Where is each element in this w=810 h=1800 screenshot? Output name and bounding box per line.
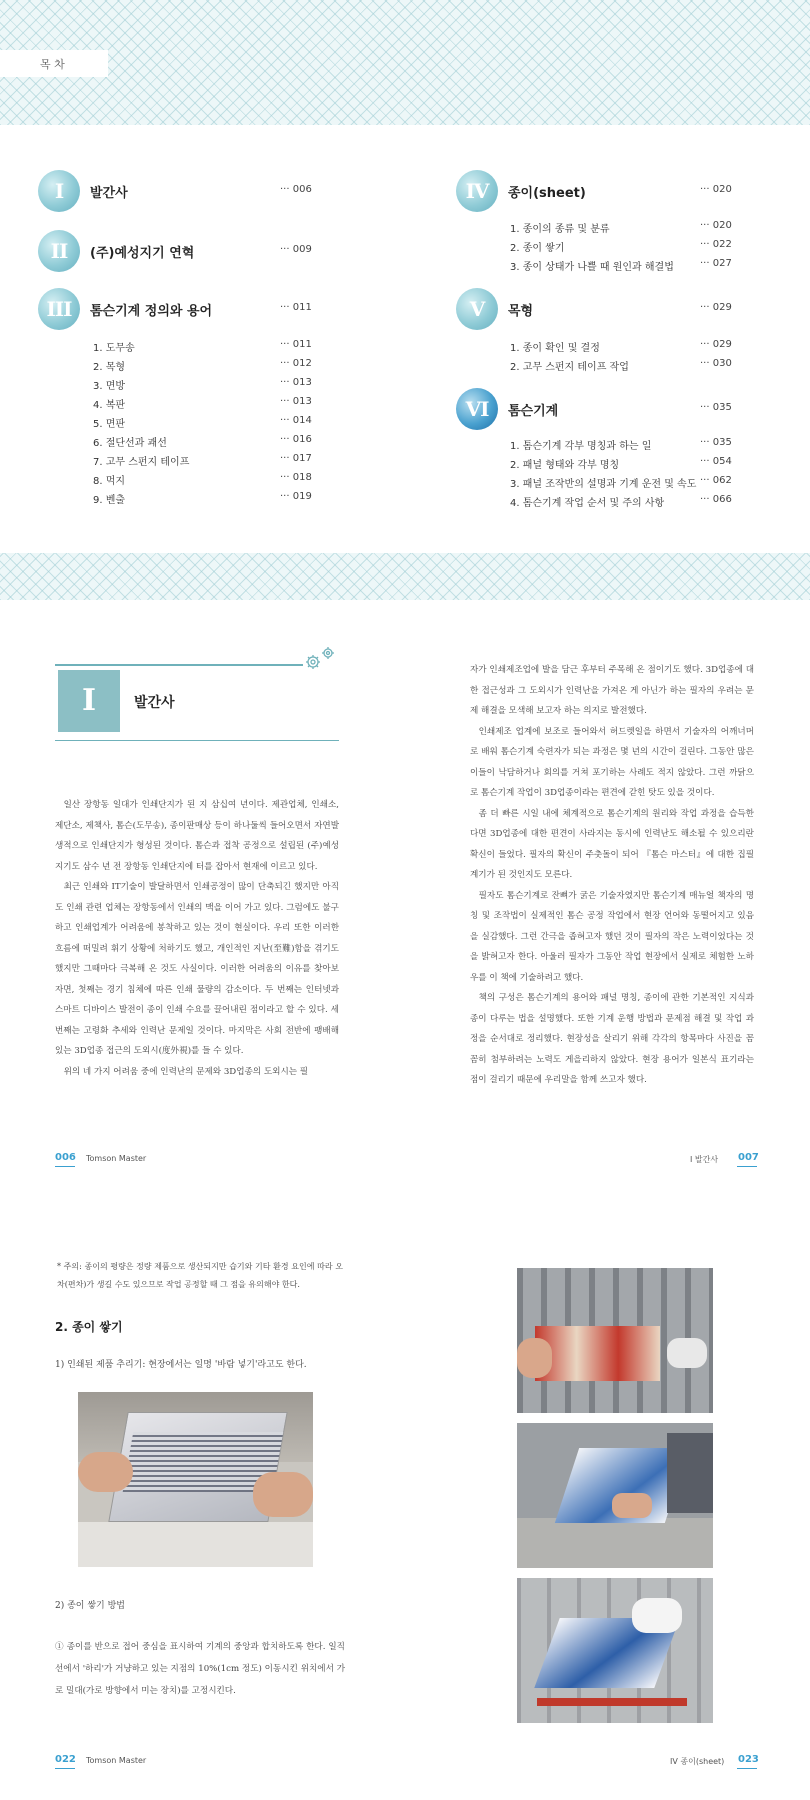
item-2: 2) 종이 쌓기 방법 [55, 1601, 125, 1611]
toc-subitem-page: ··· 030 [700, 358, 732, 369]
toc-section-title: 발간사 [90, 186, 128, 201]
left-body-text [55, 795, 339, 1082]
toc-page-number: ··· 009 [280, 244, 312, 255]
paragraph: 일산 장항동 일대가 인쇄단지가 된 지 삼십여 년이다. 제관업체, 인쇄소, 제단소, 제책사, 톰슨(도무송), 종이판매상 등이 하나둘씩 들어오면서 자연발생적으로 인쇄단지가 형성된 것이다. 톰슨과 접착 공정으로 설립된 (주)예성지기도 삼수 년 전 장항동 인쇄단지에 터를 잡아서 현재에 이르고 있다. [55, 800, 339, 872]
toc-subitem[interactable]: 1. 종이 확인 및 결정 [510, 343, 600, 354]
toc-subitem-page: ··· 018 [280, 472, 312, 483]
paragraph: 위의 네 가지 어려움 중에 인력난의 문제와 3D업종의 도외시는 필 [63, 1066, 309, 1077]
toc-subitem[interactable]: 7. 고무 스펀지 테이프 [93, 457, 190, 468]
toc-header-pattern [0, 0, 810, 125]
chapter-title: 발간사 [134, 695, 175, 711]
paragraph: 최근 인쇄와 IT기술이 발달하면서 인쇄공정이 많이 단축되긴 했지만 아직도 인쇄 관련 업체는 장항동에서 인쇄의 맥을 이어 가고 있다. 그럼에도 불구하고 인쇄업계가 어려움에 봉착하고 있는 것이 현실이다. 우리 또한 이러한 흐름에 떠밀려 휘기 상황에 처하기도 했고, 개인적인 지난(至難)함을 겪기도 했지만 그때마다 극복해 온 것도 사실이다. 이러한 어려움의 이유를 찾아보자면, 첫째는 경기 침체에 따른 인쇄 물량의 감소이다. 두 번째는 인터넷과 스마트 디바이스 발전이 종이 인쇄 수요를 끌어내린 점이라고 할 수 있다. 세 번째는 고령화 추세와 인력난 문제일 것이다. 마지막은 사회 전반에 팽배해 있는 3D업종 접근의 도외시(度外視)를 들 수 있다. [55, 882, 339, 1056]
toc-subitem-page: ··· 029 [700, 339, 732, 350]
photo-fanning-paper [78, 1392, 313, 1567]
toc-subitem[interactable]: 3. 종이 상태가 나쁠 때 원인과 해결법 [510, 262, 674, 273]
paragraph: 인쇄제조 업계에 보조로 들어와서 허드렛일을 하면서 기술자의 어깨너머로 배워 톰슨기계 숙련자가 되는 과정은 몇 년의 시간이 걸린다. 그동안 많은 이들이 낙담하거나 회의를 거쳐 포기하는 사례도 적지 않았다. 그런 까닭으로 톰슨기계 작업이 3D업종이라는 편견에 갇힌 탓도 있을 것이다. [470, 726, 754, 798]
toc-section-1[interactable] [38, 170, 312, 212]
toc-subitem[interactable]: 2. 고무 스펀지 테이프 작업 [510, 362, 629, 373]
toc-page-number: ··· 035 [700, 402, 732, 413]
toc-subitem[interactable]: 6. 절단선과 괘선 [93, 438, 167, 449]
paragraph: 좀 더 빠른 시일 내에 체계적으로 톰슨기계의 원리와 작업 과정을 습득한다면 3D업종에 대한 편견이 사라지는 동시에 인력난도 해소될 수 있으리란 확신이 들었다. 필자의 확신이 주춧돌이 되어 『톰슨 마스터』에 대한 집필 계기가 된 것인지도 모른다. [470, 808, 754, 880]
chapter-rule-bottom [55, 740, 339, 741]
toc-section-title: 톰슨기계 [508, 404, 559, 419]
footer-book-title: Tomson Master [86, 1154, 147, 1163]
toc-subitem-page: ··· 017 [280, 453, 312, 464]
toc-tab-label: 목 차 [0, 50, 108, 77]
page-number-left: 022 [55, 1754, 76, 1765]
toc-subitem-page: ··· 019 [280, 491, 312, 502]
right-body-text [470, 660, 754, 1091]
paragraph: 자가 인쇄제조업에 발을 담근 후부터 주목해 온 점이기도 했다. 3D업종에 대한 접근성과 그 도외시가 인력난을 가져온 게 아닌가 하는 필자의 우려는 문제 해결을 모색해 보고자 하는 의지로 발전했다. [470, 665, 754, 716]
toc-subitem-page: ··· 012 [280, 358, 312, 369]
toc-section-title: (주)예성지기 연혁 [90, 246, 195, 261]
toc-subitem-page: ··· 020 [700, 220, 732, 231]
toc-section-title: 종이(sheet) [508, 186, 586, 201]
toc-section-4[interactable] [456, 170, 732, 212]
toc-section-6[interactable] [456, 388, 732, 430]
toc-subitem[interactable]: 8. 먹지 [93, 476, 126, 487]
page-number-left: 006 [55, 1152, 76, 1163]
page-number-right: 023 [738, 1754, 759, 1765]
toc-subitem[interactable]: 9. 벤출 [93, 495, 126, 506]
item-1: 1) 인쇄된 제품 추리기: 현장에서는 일명 '바람 넣기'라고도 한다. [55, 1360, 307, 1370]
toc-subitem-page: ··· 022 [700, 239, 732, 250]
paragraph: 책의 구성은 톰슨기계의 용어와 패널 명칭, 종이에 관한 기본적인 지식과 종이 다루는 법을 설명했다. 또한 기계 운행 방법과 문제점 해결 및 작업 과정을 순서대로 정리했다. 현장성을 살리기 위해 각각의 항목마다 사진을 꼼꼼히 첨부하려는 노력도 게을리하지 않았다. 현장 용어가 일본식 표기라는 점이 걸리기 때문에 우리말을 함께 쓰고자 했다. [470, 993, 754, 1085]
toc-subitem-page: ··· 035 [700, 437, 732, 448]
toc-subitem-page: ··· 054 [700, 456, 732, 467]
section-heading: 2. 종이 쌓기 [55, 1320, 123, 1334]
toc-page-number: ··· 020 [700, 184, 732, 195]
toc-subitem[interactable]: 3. 면방 [93, 381, 126, 392]
footer-accent [55, 1768, 75, 1769]
footer-chapter-label: I 발간사 [690, 1155, 719, 1164]
toc-subitem[interactable]: 1. 톰슨기계 각부 명칭과 하는 일 [510, 441, 652, 452]
toc-subitem[interactable]: 5. 면판 [93, 419, 126, 430]
toc-subitem-page: ··· 014 [280, 415, 312, 426]
footer-book-title: Tomson Master [86, 1756, 147, 1765]
toc-page-number: ··· 029 [700, 302, 732, 313]
footer-chapter-label: IV 종이(sheet) [670, 1757, 725, 1766]
step-1: ① 종이를 반으로 접어 중심을 표시하여 기계의 중앙과 합치하도록 한다. 일직선에서 '하리'가 거냥하고 있는 지점의 10%(1cm 정도) 이동시킨 위치에서 가로 밀대(가로 방향에서 미는 장치)를 고정시킨다. [55, 1642, 345, 1696]
toc-subitem-page: ··· 027 [700, 258, 732, 269]
photo-loading-sheets [517, 1268, 713, 1413]
toc-subitem-page: ··· 066 [700, 494, 732, 505]
section-numeral-badge: I [38, 170, 80, 212]
toc-page-number: ··· 011 [280, 302, 312, 313]
gear-icon [303, 644, 339, 672]
toc-section-3[interactable] [38, 288, 312, 330]
photo-pushing-sheets [517, 1578, 713, 1723]
toc-page-number: ··· 006 [280, 184, 312, 195]
chapter-rule [55, 664, 303, 666]
footer-accent [737, 1166, 757, 1167]
toc-subitem[interactable]: 3. 패널 조작반의 설명과 기계 운전 및 속도 [510, 479, 697, 490]
toc-subitem[interactable]: 1. 종이의 종류 및 분류 [510, 224, 610, 235]
toc-subitem-page: ··· 016 [280, 434, 312, 445]
section-numeral-badge: IV [456, 170, 498, 212]
toc-subitem-page: ··· 062 [700, 475, 732, 486]
toc-subitem[interactable]: 4. 톰슨기계 작업 순서 및 주의 사항 [510, 498, 665, 509]
toc-section-title: 목형 [508, 304, 534, 319]
chapter-numeral-box: I [58, 670, 120, 732]
toc-section-5[interactable] [456, 288, 732, 330]
section-numeral-badge: III [38, 288, 80, 330]
paragraph: 필자도 톰슨기계로 잔뼈가 굵은 기술자였지만 톰슨기계 매뉴얼 책자의 명칭 및 조작법이 실제적인 톰슨 공정 작업에서 현장 언어와 동떨어지고 있음을 실감했다. 그런 간극을 좁혀고자 했던 것이 필자의 작은 노력이었다는 것을 밝혀고자 한다. 아울러 필자가 그동안 작업 현장에서 실제로 체험한 노하우를 이 책에 기술하려고 했다. [470, 890, 754, 983]
footer-accent [55, 1166, 75, 1167]
section-numeral-badge: VI [456, 388, 498, 430]
toc-subitem-page: ··· 013 [280, 377, 312, 388]
section-numeral-badge: II [38, 230, 80, 272]
toc-section-2[interactable] [38, 230, 312, 272]
toc-section-title: 톰슨기계 정의와 용어 [90, 304, 213, 319]
toc-subitem[interactable]: 2. 패널 형태와 각부 명칭 [510, 460, 620, 471]
toc-subitem-page: ··· 011 [280, 339, 312, 350]
toc-subitem[interactable]: 2. 종이 쌓기 [510, 243, 565, 254]
toc-subitem[interactable]: 2. 목형 [93, 362, 126, 373]
caution-note: * 주의: 종이의 평량은 정량 제품으로 생산되지만 습기와 기타 환경 요인에 따라 오차(편차)가 생길 수도 있으므로 작업 공정할 때 그 점을 유의해야 한다. [57, 1262, 343, 1289]
toc-subitem[interactable]: 4. 복판 [93, 400, 126, 411]
page-number-right: 007 [738, 1152, 759, 1163]
photo-positioning-sheets [517, 1423, 713, 1568]
divider-pattern [0, 553, 810, 600]
toc-subitem-page: ··· 013 [280, 396, 312, 407]
section-numeral-badge: V [456, 288, 498, 330]
toc-subitem[interactable]: 1. 도무송 [93, 343, 135, 354]
footer-accent [737, 1768, 757, 1769]
